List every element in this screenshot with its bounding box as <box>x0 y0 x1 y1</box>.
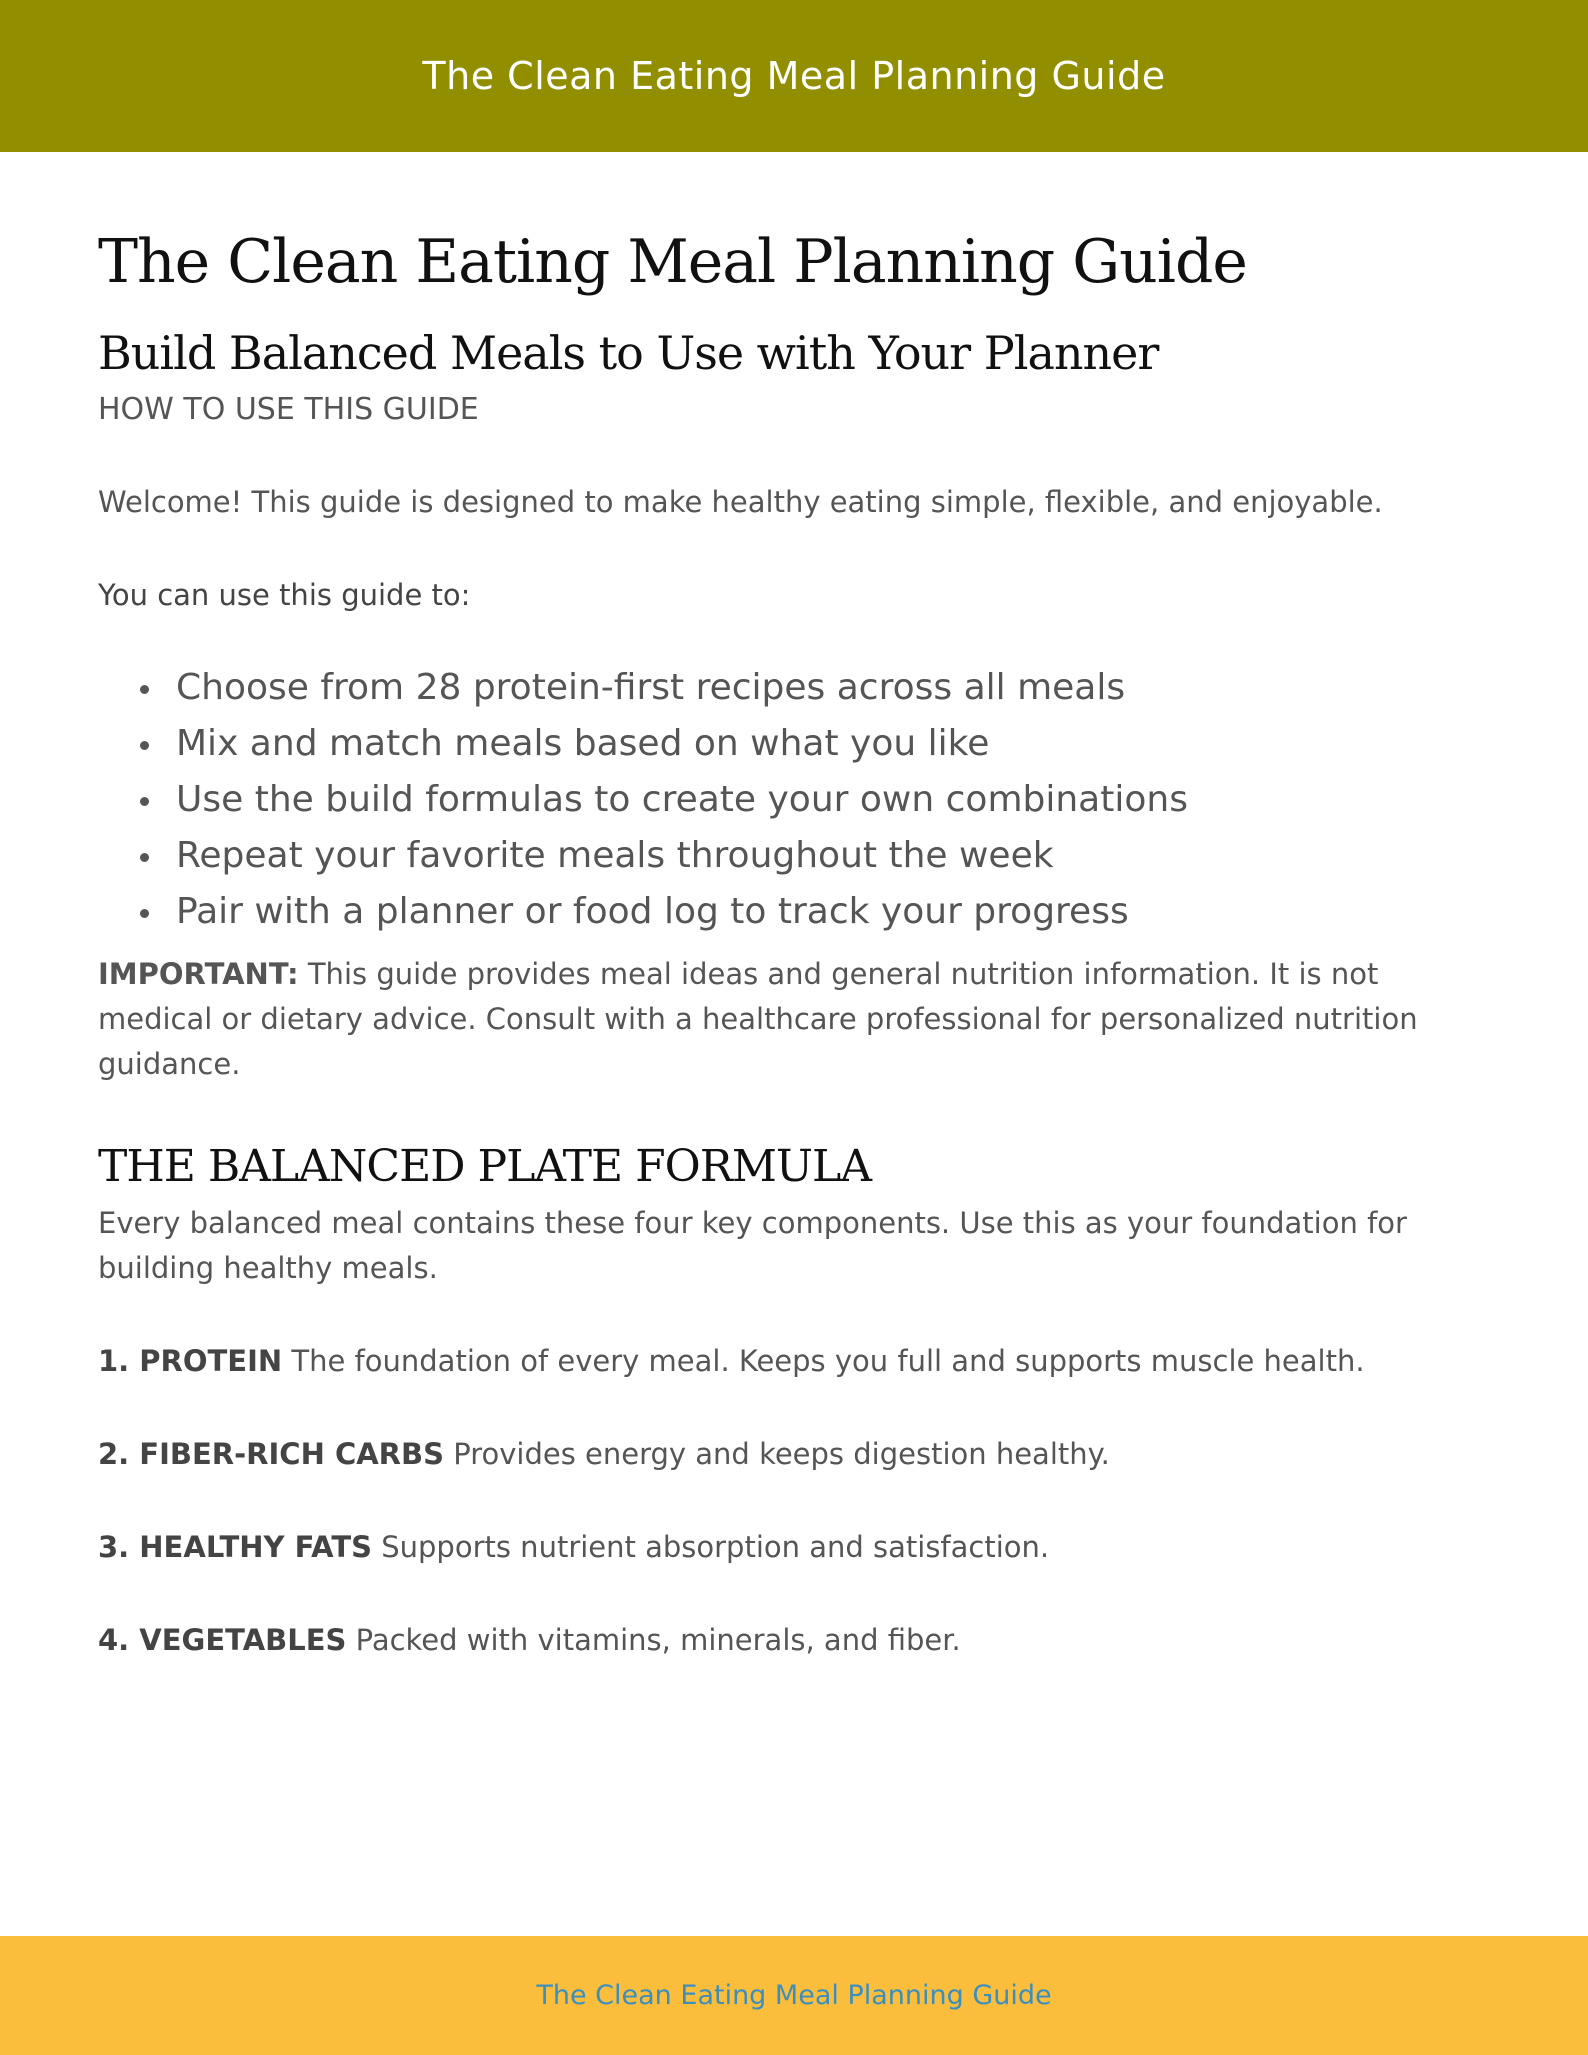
page-title: The Clean Eating Meal Planning Guide <box>98 227 1247 297</box>
section-label-how-to: HOW TO USE THIS GUIDE <box>98 392 479 427</box>
component-label: 2. FIBER-RICH CARBS <box>98 1437 444 1471</box>
component-vegetables <box>98 1618 1498 1663</box>
component-protein <box>98 1339 1498 1384</box>
footer-banner-title: The Clean Eating Meal Planning Guide <box>536 1980 1052 2011</box>
welcome-paragraph: Welcome! This guide is designed to make healthy eating simple, flexible, and enjoyable. <box>98 485 1383 519</box>
component-text: Supports nutrient absorption and satisfaction. <box>372 1530 1050 1564</box>
formula-heading: THE BALANCED PLATE FORMULA <box>98 1141 871 1192</box>
list-item: Pair with a planner or food log to track your progress <box>176 884 1498 940</box>
page-content <box>98 220 1498 1663</box>
component-label: 1. PROTEIN <box>98 1344 283 1378</box>
list-item: Choose from 28 protein-first recipes across all meals <box>176 660 1498 716</box>
header-banner <box>0 0 1588 152</box>
header-banner-title: The Clean Eating Meal Planning Guide <box>422 54 1166 98</box>
important-notice <box>98 952 1498 1087</box>
component-text: The foundation of every meal. Keeps you full and supports muscle health. <box>282 1344 1365 1378</box>
list-item: Use the build formulas to create your own combinations <box>176 772 1498 828</box>
component-text: Provides energy and keeps digestion healthy. <box>444 1437 1110 1471</box>
important-text: This guide provides meal ideas and general nutrition information. It is not medical or dietary advice. Consult with a healthcare professional for personalized nutrition guidance. <box>98 957 1418 1081</box>
component-text: Packed with vitamins, minerals, and fiber. <box>346 1623 961 1657</box>
component-fats <box>98 1525 1498 1570</box>
component-label: 4. VEGETABLES <box>98 1623 347 1657</box>
page-subtitle: Build Balanced Meals to Use with Your Planner <box>98 326 1159 380</box>
list-item: Mix and match meals based on what you like <box>176 716 1498 772</box>
component-label: 3. HEALTHY FATS <box>98 1530 372 1564</box>
important-label: IMPORTANT: <box>98 957 299 991</box>
uses-list <box>98 660 1498 940</box>
footer-banner <box>0 1936 1588 2055</box>
list-item: Repeat your favorite meals throughout the week <box>176 828 1498 884</box>
uses-intro: You can use this guide to: <box>98 578 471 612</box>
formula-intro: Every balanced meal contains these four key components. Use this as your foundation for building healthy meals. <box>98 1206 1407 1285</box>
component-carbs <box>98 1432 1498 1477</box>
